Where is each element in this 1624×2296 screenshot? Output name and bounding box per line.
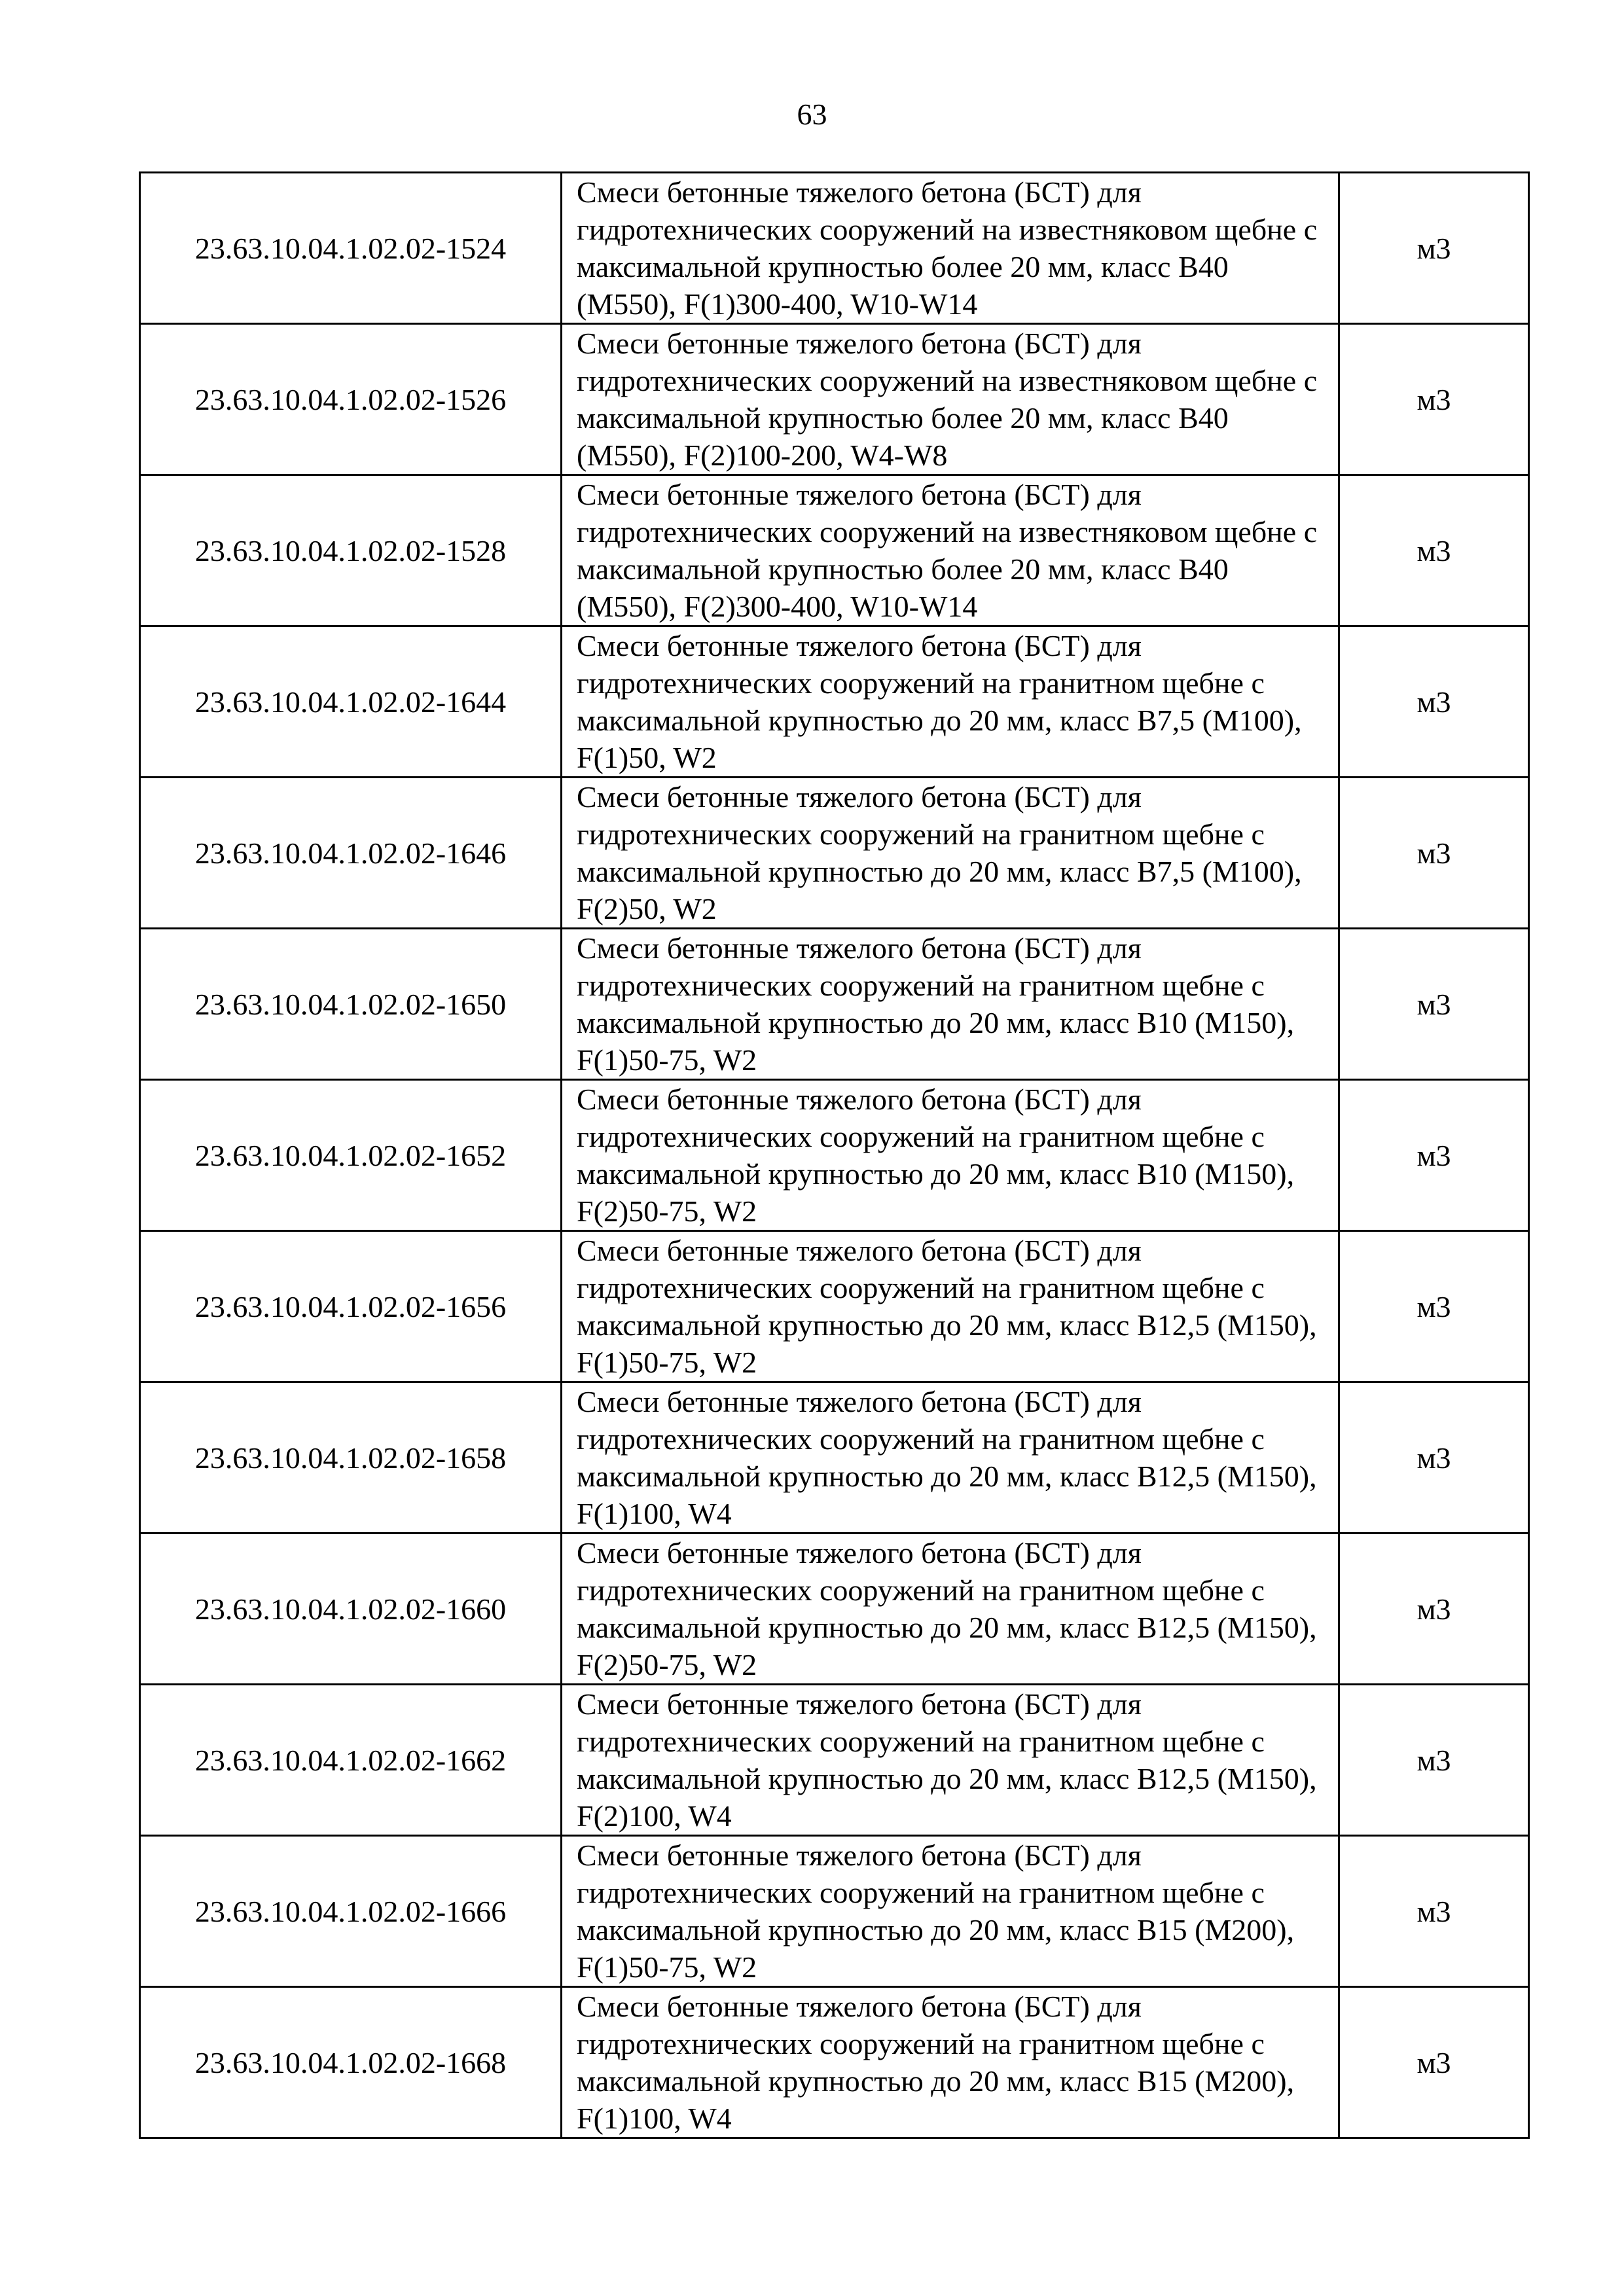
resource-description-cell: Смеси бетонные тяжелого бетона (БСТ) для гидротехнических сооружений на известняковом щебне с максимальной крупностью более 20 мм, класс В40 (М550), F(1)300-400, W10-W14 [562, 173, 1339, 324]
unit-cell: м3 [1339, 324, 1529, 475]
unit-cell: м3 [1339, 778, 1529, 929]
table-row [140, 1534, 1529, 1685]
page-number: 63 [797, 98, 827, 131]
table-row [140, 626, 1529, 778]
table-row [140, 1382, 1529, 1534]
resource-description-cell: Смеси бетонные тяжелого бетона (БСТ) для гидротехнических сооружений на известняковом щебне с максимальной крупностью более 20 мм, класс В40 (М550), F(2)300-400, W10-W14 [562, 475, 1339, 626]
table-row [140, 475, 1529, 626]
resource-description-cell: Смеси бетонные тяжелого бетона (БСТ) для гидротехнических сооружений на известняковом щебне с максимальной крупностью более 20 мм, класс В40 (М550), F(2)100-200, W4-W8 [562, 324, 1339, 475]
resource-code-cell: 23.63.10.04.1.02.02-1644 [140, 626, 562, 778]
unit-cell: м3 [1339, 1080, 1529, 1231]
unit-cell: м3 [1339, 1534, 1529, 1685]
resource-code-cell: 23.63.10.04.1.02.02-1668 [140, 1987, 562, 2138]
unit-cell: м3 [1339, 1231, 1529, 1382]
resource-description-cell: Смеси бетонные тяжелого бетона (БСТ) для гидротехнических сооружений на гранитном щебне с максимальной крупностью до 20 мм, класс В10 (М150), F(1)50-75, W2 [562, 929, 1339, 1080]
resource-code-cell: 23.63.10.04.1.02.02-1652 [140, 1080, 562, 1231]
table-row [140, 324, 1529, 475]
resource-code-cell: 23.63.10.04.1.02.02-1646 [140, 778, 562, 929]
resource-description-cell: Смеси бетонные тяжелого бетона (БСТ) для гидротехнических сооружений на гранитном щебне с максимальной крупностью до 20 мм, класс В10 (М150), F(2)50-75, W2 [562, 1080, 1339, 1231]
table-row [140, 1987, 1529, 2138]
resource-code-cell: 23.63.10.04.1.02.02-1524 [140, 173, 562, 324]
table-body [140, 173, 1529, 2138]
resource-description-cell: Смеси бетонные тяжелого бетона (БСТ) для гидротехнических сооружений на гранитном щебне с максимальной крупностью до 20 мм, класс В15 (М200), F(1)50-75, W2 [562, 1836, 1339, 1987]
resource-code-cell: 23.63.10.04.1.02.02-1650 [140, 929, 562, 1080]
resource-description-cell: Смеси бетонные тяжелого бетона (БСТ) для гидротехнических сооружений на гранитном щебне с максимальной крупностью до 20 мм, класс В12,5 (М150), F(1)50-75, W2 [562, 1231, 1339, 1382]
resource-code-cell: 23.63.10.04.1.02.02-1666 [140, 1836, 562, 1987]
unit-cell: м3 [1339, 1685, 1529, 1836]
resource-description-cell: Смеси бетонные тяжелого бетона (БСТ) для гидротехнических сооружений на гранитном щебне с максимальной крупностью до 20 мм, класс В12,5 (М150), F(2)100, W4 [562, 1685, 1339, 1836]
table-row [140, 1231, 1529, 1382]
resource-description-cell: Смеси бетонные тяжелого бетона (БСТ) для гидротехнических сооружений на гранитном щебне с максимальной крупностью до 20 мм, класс В7,5 (М100), F(2)50, W2 [562, 778, 1339, 929]
table-row [140, 1836, 1529, 1987]
resource-code-cell: 23.63.10.04.1.02.02-1526 [140, 324, 562, 475]
resource-code-cell: 23.63.10.04.1.02.02-1528 [140, 475, 562, 626]
resource-table [139, 171, 1530, 2139]
table-row [140, 778, 1529, 929]
resource-code-cell: 23.63.10.04.1.02.02-1660 [140, 1534, 562, 1685]
table-row [140, 929, 1529, 1080]
resource-code-cell: 23.63.10.04.1.02.02-1656 [140, 1231, 562, 1382]
unit-cell: м3 [1339, 626, 1529, 778]
unit-cell: м3 [1339, 475, 1529, 626]
unit-cell: м3 [1339, 1987, 1529, 2138]
unit-cell: м3 [1339, 929, 1529, 1080]
resource-description-cell: Смеси бетонные тяжелого бетона (БСТ) для гидротехнических сооружений на гранитном щебне с максимальной крупностью до 20 мм, класс В12,5 (М150), F(2)50-75, W2 [562, 1534, 1339, 1685]
unit-cell: м3 [1339, 173, 1529, 324]
table-row [140, 173, 1529, 324]
resource-code-cell: 23.63.10.04.1.02.02-1662 [140, 1685, 562, 1836]
table-row [140, 1080, 1529, 1231]
unit-cell: м3 [1339, 1836, 1529, 1987]
table-row [140, 1685, 1529, 1836]
unit-cell: м3 [1339, 1382, 1529, 1534]
resource-code-cell: 23.63.10.04.1.02.02-1658 [140, 1382, 562, 1534]
resource-description-cell: Смеси бетонные тяжелого бетона (БСТ) для гидротехнических сооружений на гранитном щебне с максимальной крупностью до 20 мм, класс В15 (М200), F(1)100, W4 [562, 1987, 1339, 2138]
resource-description-cell: Смеси бетонные тяжелого бетона (БСТ) для гидротехнических сооружений на гранитном щебне с максимальной крупностью до 20 мм, класс В12,5 (М150), F(1)100, W4 [562, 1382, 1339, 1534]
resource-description-cell: Смеси бетонные тяжелого бетона (БСТ) для гидротехнических сооружений на гранитном щебне с максимальной крупностью до 20 мм, класс В7,5 (М100), F(1)50, W2 [562, 626, 1339, 778]
